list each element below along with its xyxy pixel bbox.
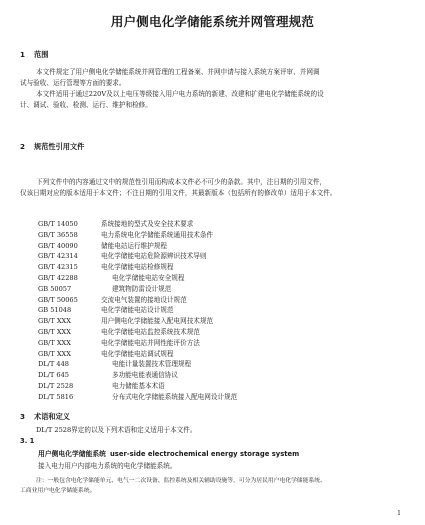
section-3-title: 术语和定义 xyxy=(34,412,70,421)
reference-name: 分布式电化学储能系统接入配电网设计规范 xyxy=(112,392,238,401)
reference-name: 电化学储能电站检修规程 xyxy=(101,263,174,272)
reference-item xyxy=(38,349,408,360)
section-1-title: 范围 xyxy=(34,50,49,59)
reference-name: 电化学储能电站并网性能评价方法 xyxy=(101,338,200,347)
reference-name: 多功能电能表通信协议 xyxy=(112,371,178,380)
section-2-intro xyxy=(20,177,405,198)
subsection-number: 3. 1 xyxy=(20,437,35,445)
text-line: 下列文件中的内容通过文中的规范性引用而构成本文件必不可少的条款。其中，注日期的引用文件， xyxy=(36,178,327,186)
reference-name: 电化学储能电站监控系统技术规范 xyxy=(101,327,200,336)
reference-code: DL/T 448 xyxy=(38,360,69,369)
reference-name: 储能电站运行维护规程 xyxy=(101,241,167,250)
reference-item xyxy=(38,327,408,338)
section-2-number: 2 xyxy=(20,142,26,151)
reference-name: 电化学储能电站安全规程 xyxy=(112,273,185,282)
normative-references-list xyxy=(38,219,408,403)
reference-name: 电能计量装置技术管理规程 xyxy=(112,360,192,369)
section-2-title: 规范性引用文件 xyxy=(34,142,85,151)
reference-code: DL/T 5816 xyxy=(38,392,74,401)
reference-code: GB/T 42315 xyxy=(38,263,78,272)
text-line: 仅该日期对应的版本适用于本文件；不注日期的引用文件，其最新版本（包括所有的修改单）适用于本文件。 xyxy=(20,188,337,197)
text-line: 本文件适用于通过220V及以上电压等级接入用户电力系统的新建、改建和扩建电化学储能系统的设 xyxy=(36,90,324,98)
section-3-intro: DL/T 2528界定的以及下列术语和定义适用于本文件。 xyxy=(36,426,197,434)
reference-item xyxy=(38,338,408,349)
reference-item xyxy=(38,262,408,273)
reference-name: 电力系统电化学储能系统通用技术条件 xyxy=(101,230,214,239)
section-1-paragraph-2 xyxy=(20,89,405,110)
reference-code: GB/T XXX xyxy=(38,338,71,347)
section-1-number: 1 xyxy=(20,50,26,59)
section-3-number: 3 xyxy=(20,412,26,421)
text-line: 工商业用户电化学储能系统。 xyxy=(20,488,96,494)
reference-name: 系统接地的型式及安全技术要求 xyxy=(101,220,194,228)
reference-code: GB/T 50065 xyxy=(38,295,78,304)
reference-code: GB/T 14050 xyxy=(38,220,78,228)
reference-item xyxy=(38,284,408,295)
reference-name: 电力储能基本术语 xyxy=(112,381,165,390)
term-chinese: 用户侧电化学储能系统 xyxy=(38,450,106,458)
reference-name: 交流电气装置的接地设计规范 xyxy=(101,295,187,304)
text-line: 计、调试、验收、检测、运行、维护和检修。 xyxy=(20,100,152,109)
term-definition: 接入电力用户内部电力系统的电化学储能系统。 xyxy=(38,462,177,470)
term-english: user-side electrochemical energy storage system xyxy=(109,450,300,458)
term-heading xyxy=(38,448,299,458)
reference-item xyxy=(38,381,408,392)
reference-item xyxy=(38,305,408,316)
reference-code: GB 51048 xyxy=(38,306,72,315)
text-line: 注：一般包含电化学储能单元、电气一二次设备、监控系统及相关辅助设施等，可分为居民用户电化学储能系统、 xyxy=(36,478,326,484)
reference-code: GB/T XXX xyxy=(38,317,71,326)
reference-item xyxy=(38,251,408,262)
page-number: 1 xyxy=(397,510,401,517)
reference-code: DL/T 2528 xyxy=(38,381,74,390)
reference-name: 用户侧电化学储能接入配电网技术规范 xyxy=(101,317,214,326)
text-line: 本文件规定了用户侧电化学储能系统并网管理的工程备案、并网申请与接入系统方案评审、并网调 xyxy=(36,68,320,76)
section-1-heading xyxy=(20,50,48,60)
document-title: 用户侧电化学储能系统并网管理规范 xyxy=(110,14,315,29)
section-3-heading xyxy=(20,412,70,422)
reference-name: 建筑物防雷设计规范 xyxy=(112,284,172,293)
reference-item xyxy=(38,295,408,306)
reference-item xyxy=(38,230,408,241)
reference-code: GB/T 40090 xyxy=(38,241,78,250)
section-2-heading xyxy=(20,142,84,152)
reference-code: GB 50057 xyxy=(38,284,72,293)
term-note xyxy=(20,476,410,496)
section-1-paragraph-1 xyxy=(20,67,405,88)
reference-item xyxy=(38,316,408,327)
reference-code: GB/T 42288 xyxy=(38,273,78,282)
reference-item xyxy=(38,370,408,381)
reference-name: 电化学储能电站调试规程 xyxy=(101,349,174,358)
reference-item xyxy=(38,392,408,403)
reference-code: GB/T 36558 xyxy=(38,230,78,239)
reference-name: 电化学储能电站设计规范 xyxy=(101,306,174,315)
reference-code: GB/T XXX xyxy=(38,327,71,336)
reference-code: GB/T 42314 xyxy=(38,252,78,261)
text-line: 试与验收、运行管理等方面的要求。 xyxy=(20,78,126,87)
reference-code: GB/T XXX xyxy=(38,349,71,358)
reference-item xyxy=(38,273,408,284)
reference-name: 电化学储能电站危险源辨识技术导则 xyxy=(101,252,207,261)
reference-item xyxy=(38,359,408,370)
reference-code: DL/T 645 xyxy=(38,371,69,380)
reference-item xyxy=(38,219,408,230)
reference-item xyxy=(38,241,408,252)
